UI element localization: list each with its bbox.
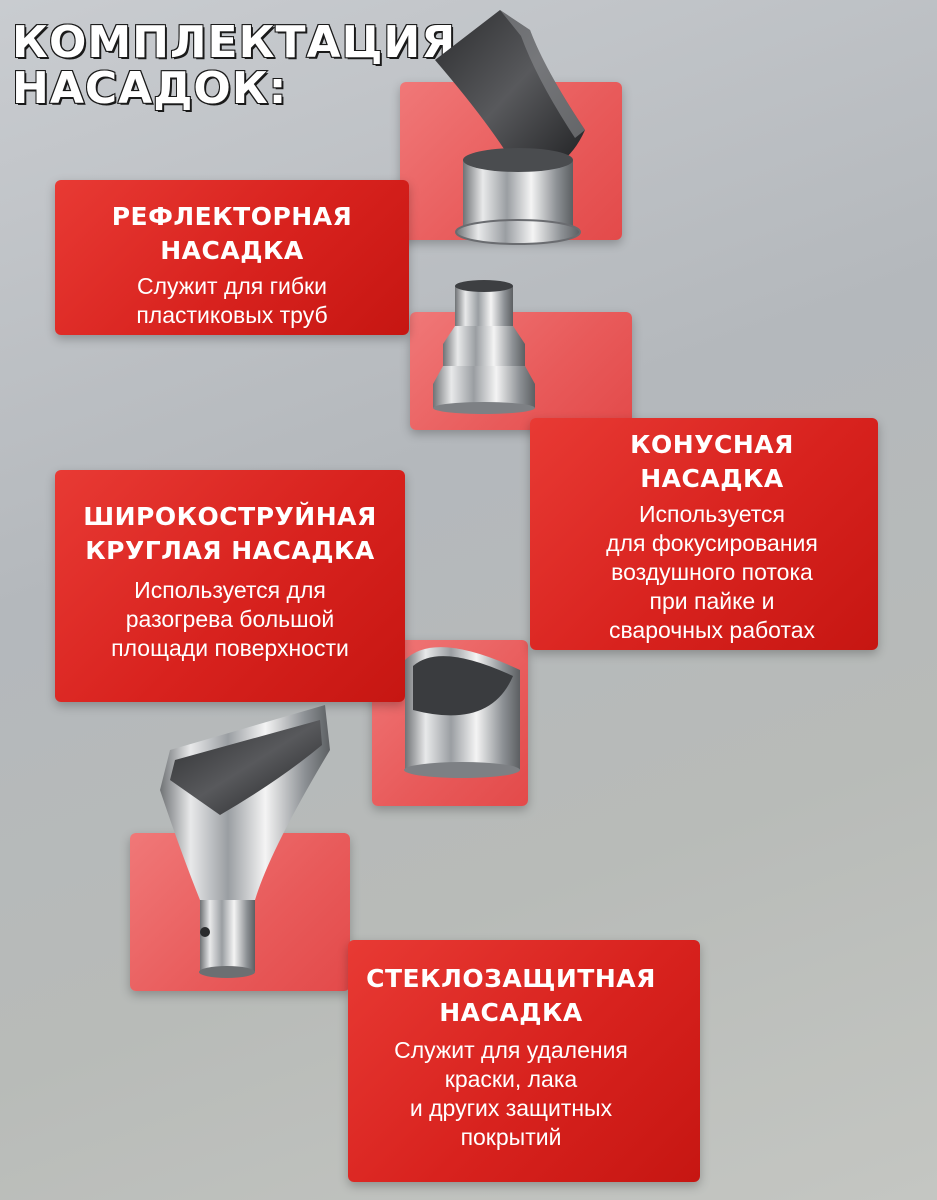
page-title-line-2: НАСАДОК: — [12, 63, 288, 114]
card-round-text — [55, 500, 405, 663]
card-glass-text — [335, 962, 687, 1152]
card-reflector-text — [55, 200, 409, 330]
card-glass-description: Служит для удаления краски, лака и других защитных покрытий — [394, 1037, 628, 1150]
card-round-title: ШИРОКОСТРУЙНАЯ КРУГЛАЯ НАСАДКА — [83, 502, 377, 565]
card-reflector-title: РЕФЛЕКТОРНАЯ НАСАДКА — [111, 202, 353, 265]
glass-protection-nozzle-icon — [160, 700, 340, 990]
page-title — [12, 17, 457, 114]
card-reflector-description: Служит для гибки пластиковых труб — [136, 273, 328, 328]
card-cone-text — [538, 428, 886, 645]
card-cone-description: Используется для фокусирования воздушного потока при пайке и сварочных работах — [606, 501, 818, 643]
reflector-nozzle-icon — [425, 10, 605, 250]
card-cone-title: КОНУСНАЯ НАСАДКА — [630, 430, 794, 493]
card-round-description: Используется для разогрева большой площади поверхности — [111, 577, 349, 661]
page-title-line-1: КОМПЛЕКТАЦИЯ — [12, 17, 457, 68]
card-glass-title: СТЕКЛОЗАЩИТНАЯ НАСАДКА — [366, 964, 656, 1027]
round-nozzle-icon — [395, 630, 535, 790]
cone-nozzle-icon — [425, 280, 545, 415]
